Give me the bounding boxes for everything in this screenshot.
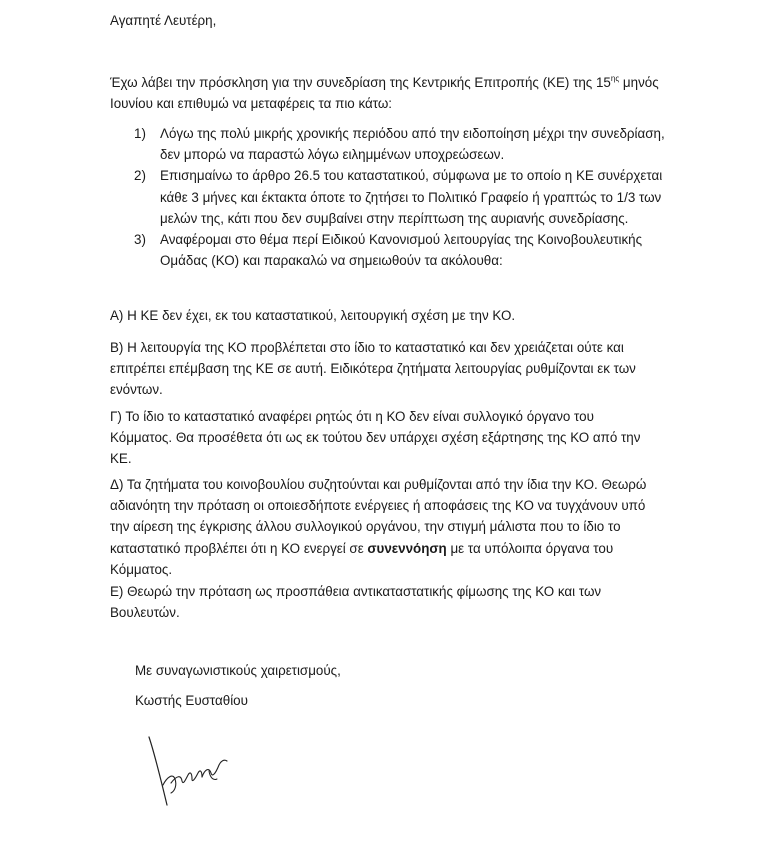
intro-text-end: μηνός Ιουνίου και επιθυμώ να μεταφέρεις τα πιο κάτω: bbox=[110, 75, 659, 112]
intro-paragraph bbox=[110, 72, 680, 114]
paragraph-d-text-start: Δ) Τα ζητήματα του κοινοβουλίου συζητούνται και ρυθμίζονται από την ίδια την ΚΟ. Θεωρώ αδιανόητη την πρόταση οι οποιεσδήποτε ενέργειες ή αποφάσεις της ΚΟ να τυγχάνουν υπό την αίρεση της έγκρισης άλλου συλλογικού οργάνου, την στιγμή μάλιστα που το ίδιο το καταστατικό προβλέπει ότι η ΚΟ ενεργεί σε bbox=[110, 477, 647, 556]
numbered-points bbox=[110, 123, 670, 271]
point-text: Επισημαίνω το άρθρο 26.5 του καταστατικού, σύμφωνα με το οποίο η ΚΕ συνέρχεται κάθε 3 μήνες και έκτακτα όποτε το ζητήσει το Πολιτικό Γραφείο ή γραπτώς το 1/3 των μελών της, κάτι που δεν συμβαίνει στην περίπτωση της αυριανής συνεδρίασης. bbox=[160, 168, 663, 226]
point-number: 3) bbox=[134, 232, 146, 248]
signer-name: Κωστής Ευσταθίου bbox=[135, 693, 248, 708]
paragraph-c: Γ) Το ίδιο το καταστατικό αναφέρει ρητώς ότι η ΚΟ δεν είναι συλλογικό όργανο του Κόμματος. Θα προσέθετα ότι ως εκ τούτου δεν υπάρχει σχέση εξάρτησης της ΚΟ από την ΚΕ. bbox=[110, 409, 641, 467]
point-number: 1) bbox=[134, 126, 146, 141]
intro-ordinal-suffix: ης bbox=[610, 74, 620, 83]
point-item bbox=[110, 123, 670, 165]
paragraph-d-text-end: με τα υπόλοιπα όργανα του Κόμματος. bbox=[110, 540, 614, 577]
point-item bbox=[110, 165, 670, 229]
signature-icon bbox=[145, 735, 235, 810]
paragraph-a: Α) Η ΚΕ δεν έχει, εκ του καταστατικού, λειτουργική σχέση με την ΚΟ. bbox=[110, 308, 516, 323]
intro-text-start: Έχω λάβει την πρόσκληση για την συνεδρίαση της Κεντρικής Επιτροπής (ΚΕ) της 15 bbox=[110, 75, 611, 90]
paragraph-e: Ε) Θεωρώ την πρόταση ως προσπάθεια αντικαταστατικής φίμωσης της ΚΟ και των Βουλευτών. bbox=[110, 584, 602, 621]
salutation: Αγαπητέ Λευτέρη, bbox=[110, 13, 217, 28]
paragraph-b: Β) Η λειτουργία της ΚΟ προβλέπεται στο ίδιο το καταστατικό και δεν χρειάζεται ούτε και επιτρέπει επέμβαση της ΚΕ σε αυτή. Ειδικότερα ζητήματα λειτουργίας ρυθμίζονται εκ των ενόντων. bbox=[110, 340, 636, 398]
paragraph-d bbox=[110, 474, 650, 580]
closing-greeting: Με συναγωνιστικούς χαιρετισμούς, bbox=[135, 663, 341, 678]
point-text: Λόγω της πολύ μικρής χρονικής περιόδου από την ειδοποίηση μέχρι την συνεδρίαση, δεν μπορώ να παραστώ λόγω ειλημμένων υποχρεώσεων. bbox=[160, 126, 665, 163]
point-number: 2) bbox=[134, 168, 146, 184]
point-item bbox=[110, 229, 670, 271]
paragraph-d-bold-word: συνεννόηση bbox=[367, 540, 447, 556]
point-text: Αναφέρομαι στο θέμα περί Ειδικού Κανονισμού λειτουργίας της Κοινοβουλευτικής Ομάδας (ΚΟ) και παρακαλώ να σημειωθούν τα ακόλουθα: bbox=[160, 232, 643, 269]
